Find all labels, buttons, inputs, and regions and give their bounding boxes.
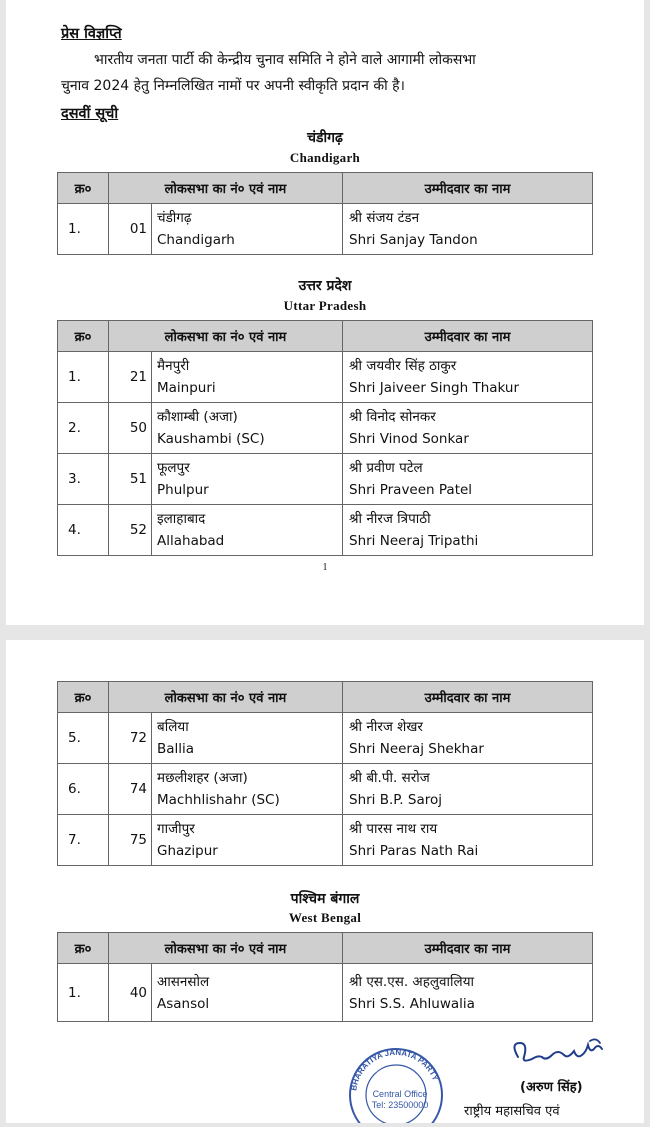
signatory-designation: राष्ट्रीय महासचिव एवं: [464, 1104, 560, 1119]
constituency-name-hindi: बलिया: [157, 719, 189, 735]
constituency-name-english: Ghazipur: [157, 843, 218, 859]
table-row: [58, 764, 593, 815]
constituency-name-english: Ballia: [157, 741, 195, 757]
stamp-ring-text: BHARATIYA JANATA PARTY: [349, 1047, 441, 1092]
header-serial: क्र०: [58, 173, 109, 204]
table-row: [58, 454, 593, 505]
handwritten-signature: [514, 1043, 602, 1061]
serial-cell: 7.: [58, 815, 109, 866]
constituency-name: [152, 713, 343, 764]
constituency-number: 51: [109, 454, 152, 505]
serial-cell: 1.: [58, 964, 109, 1022]
constituency-name-english: Asansol: [157, 995, 210, 1012]
header-serial: क्र०: [58, 933, 109, 964]
constituency-name-english: Chandigarh: [157, 232, 235, 248]
constituency-name-hindi: मछलीशहर (अजा): [157, 770, 248, 786]
constituency-name: [152, 403, 343, 454]
table-row: [58, 204, 593, 255]
header-candidate: उम्मीदवार का नाम: [343, 682, 593, 713]
candidate-table-chandigarh: [57, 172, 593, 255]
candidate-name: [343, 964, 593, 1022]
candidate-name: [343, 815, 593, 866]
header-constituency: लोकसभा का नं० एवं नाम: [109, 321, 343, 352]
candidate-name-hindi: श्री एस.एस. अहलुवालिया: [349, 973, 475, 990]
serial-cell: 6.: [58, 764, 109, 815]
constituency-name-english: Phulpur: [157, 482, 209, 498]
table-row: [58, 505, 593, 556]
signatory-name: (अरुण सिंह): [520, 1080, 583, 1095]
candidate-name-english: Shri Neeraj Tripathi: [349, 533, 479, 549]
serial-cell: 4.: [58, 505, 109, 556]
constituency-number: 21: [109, 352, 152, 403]
constituency-name: [152, 964, 343, 1022]
state-heading-hindi: चंडीगढ़: [307, 130, 343, 146]
constituency-name-english: Machhlishahr (SC): [157, 792, 280, 808]
constituency-name-hindi: फूलपुर: [157, 460, 190, 476]
candidate-name-english: Shri Sanjay Tandon: [349, 232, 478, 248]
constituency-name-hindi: कौशाम्बी (अजा): [157, 409, 238, 425]
constituency-name: [152, 815, 343, 866]
constituency-name-hindi: चंडीगढ़: [157, 210, 192, 226]
candidate-name-english: Shri B.P. Saroj: [349, 792, 442, 808]
candidate-table-wb: [57, 932, 593, 1022]
table-header-row: [58, 321, 593, 352]
constituency-name: [152, 505, 343, 556]
constituency-number: 72: [109, 713, 152, 764]
signature-block: [340, 1035, 650, 1123]
constituency-name-english: Mainpuri: [157, 380, 216, 396]
candidate-name-hindi: श्री बी.पी. सरोज: [349, 770, 430, 786]
table-row: [58, 815, 593, 866]
serial-cell: 5.: [58, 713, 109, 764]
candidate-table-up-2: [57, 681, 593, 866]
serial-cell: 3.: [58, 454, 109, 505]
header-constituency: लोकसभा का नं० एवं नाम: [109, 173, 343, 204]
table-header-row: [58, 933, 593, 964]
candidate-name: [343, 505, 593, 556]
intro-line-1: भारतीय जनता पार्टी की केन्द्रीय चुनाव समिति ने होने वाले आगामी लोकसभा: [94, 52, 476, 68]
candidate-name-hindi: श्री नीरज त्रिपाठी: [349, 511, 431, 527]
header-candidate: उम्मीदवार का नाम: [343, 173, 593, 204]
header-candidate: उम्मीदवार का नाम: [343, 321, 593, 352]
candidate-table-up-1: [57, 320, 593, 556]
constituency-name: [152, 352, 343, 403]
constituency-name-english: Kaushambi (SC): [157, 431, 265, 447]
candidate-name-hindi: श्री जयवीर सिंह ठाकुर: [349, 358, 457, 374]
document-page-1: [6, 0, 644, 625]
serial-cell: 1.: [58, 352, 109, 403]
constituency-number: 50: [109, 403, 152, 454]
candidate-name-hindi: श्री नीरज शेखर: [349, 719, 423, 735]
table-row: [58, 403, 593, 454]
table-row: [58, 964, 593, 1022]
state-heading-hindi: पश्चिम बंगाल: [290, 891, 360, 907]
header-serial: क्र०: [58, 682, 109, 713]
candidate-name-hindi: श्री संजय टंडन: [349, 210, 420, 226]
header-constituency: लोकसभा का नं० एवं नाम: [109, 682, 343, 713]
constituency-name-hindi: मैनपुरी: [157, 358, 190, 374]
state-heading-hindi: उत्तर प्रदेश: [298, 278, 352, 294]
candidate-name-english: Shri Jaiveer Singh Thakur: [349, 380, 520, 396]
table-header-row: [58, 682, 593, 713]
constituency-number: 74: [109, 764, 152, 815]
constituency-name: [152, 764, 343, 815]
state-heading-english: Chandigarh: [289, 150, 361, 165]
intro-line-2: चुनाव 2024 हेतु निम्नलिखित नामों पर अपनी स्वीकृति प्रदान की है।: [61, 78, 405, 94]
candidate-name-english: Shri Praveen Patel: [349, 482, 473, 498]
constituency-name: [152, 204, 343, 255]
candidate-name: [343, 713, 593, 764]
constituency-name-hindi: आसनसोल: [157, 973, 210, 990]
candidate-name: [343, 403, 593, 454]
stamp-center-text-2: Tel: 23500000: [371, 1100, 429, 1110]
svg-text:BHARATIYA JANATA PARTY: [349, 1048, 440, 1091]
candidate-name-hindi: श्री विनोद सोनकर: [349, 409, 436, 425]
candidate-name-hindi: श्री पारस नाथ राय: [349, 821, 438, 837]
state-heading-english: West Bengal: [288, 910, 362, 925]
state-heading-english: Uttar Pradesh: [283, 298, 367, 313]
candidate-name-english: Shri Paras Nath Rai: [349, 843, 479, 859]
candidate-name-english: Shri Vinod Sonkar: [349, 431, 469, 447]
candidate-name: [343, 204, 593, 255]
table-row: [58, 352, 593, 403]
candidate-name-english: Shri S.S. Ahluwalia: [349, 995, 475, 1012]
candidate-name-hindi: श्री प्रवीण पटेल: [349, 460, 423, 476]
constituency-name-hindi: इलाहाबाद: [157, 511, 206, 527]
header-serial: क्र०: [58, 321, 109, 352]
serial-cell: 2.: [58, 403, 109, 454]
candidate-name: [343, 454, 593, 505]
constituency-name-hindi: गाजीपुर: [157, 821, 195, 837]
constituency-number: 40: [109, 964, 152, 1022]
candidate-name-english: Shri Neeraj Shekhar: [349, 741, 484, 757]
constituency-name-english: Allahabad: [157, 533, 225, 549]
header-constituency: लोकसभा का नं० एवं नाम: [109, 933, 343, 964]
press-release-title: प्रेस विज्ञप्ति: [61, 26, 122, 42]
constituency-name: [152, 454, 343, 505]
candidate-name: [343, 764, 593, 815]
serial-cell: 1.: [58, 204, 109, 255]
constituency-number: 01: [109, 204, 152, 255]
list-title: दसवीं सूची: [61, 106, 119, 122]
constituency-number: 75: [109, 815, 152, 866]
page-number: 1: [322, 562, 328, 573]
table-row: [58, 713, 593, 764]
stamp-center-text-1: Central Office: [372, 1089, 428, 1099]
constituency-number: 52: [109, 505, 152, 556]
candidate-name: [343, 352, 593, 403]
table-header-row: [58, 173, 593, 204]
header-candidate: उम्मीदवार का नाम: [343, 933, 593, 964]
